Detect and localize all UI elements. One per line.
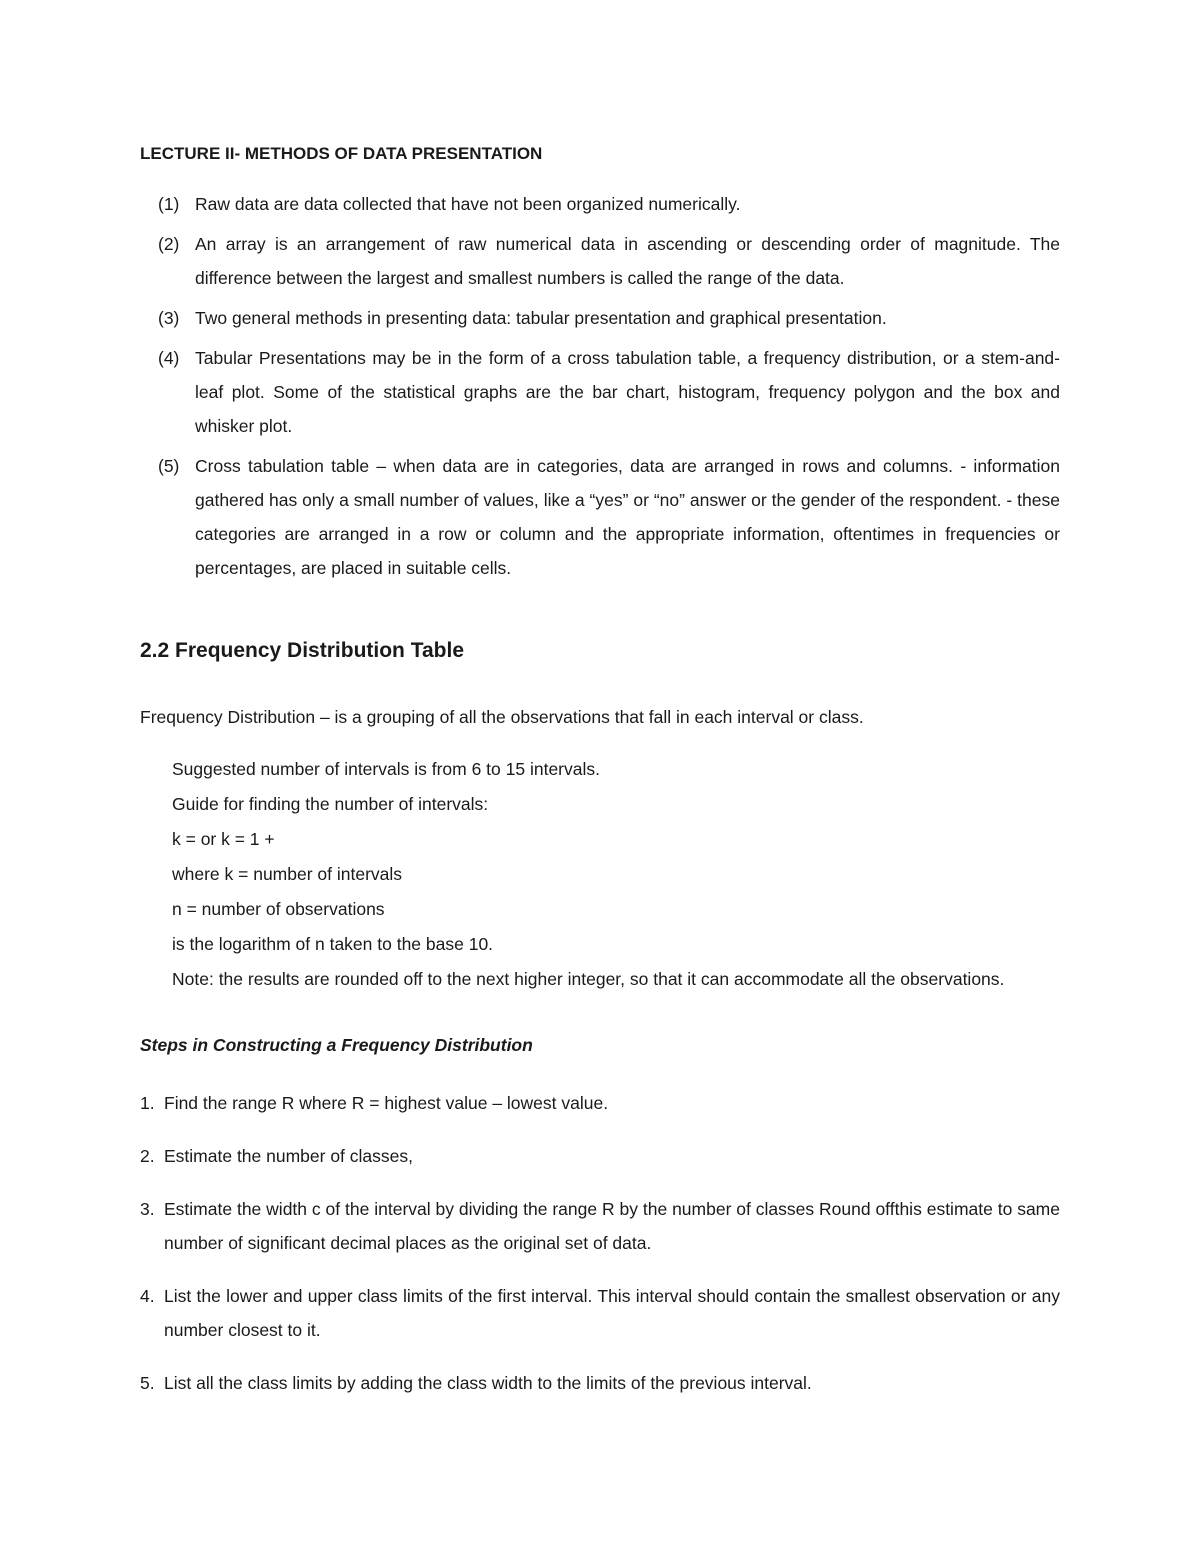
step-item [140,1192,1060,1260]
item-number: (5) [158,456,180,476]
step-number: 3. [140,1199,155,1219]
section-title: 2.2 Frequency Distribution Table [140,639,465,662]
item-number: (2) [158,234,180,254]
step-text: Estimate the width c of the interval by dividing the range R by the number of classes Round offthis estimate to same number of significant decimal places as the original set of data. [164,1199,1060,1253]
item-text: An array is an arrangement of raw numerical data in ascending or descending order of magnitude. The difference between the largest and smallest numbers is called the range of the data. [195,234,1060,288]
step-number: 2. [140,1146,155,1166]
list-item [140,301,1060,335]
step-text: List the lower and upper class limits of the first interval. This interval should contain the smallest observation or any number closest to it. [164,1286,1060,1340]
guide-note: Note: the results are rounded off to the next higher integer, so that it can accommodate all the observations. [172,969,1005,989]
step-item [140,1139,1060,1173]
item-text: Tabular Presentations may be in the form of a cross tabulation table, a frequency distribution, or a stem-and-leaf plot. Some of the statistical graphs are the bar chart, histogram, frequency polygon and the box and whisker plot. [195,348,1060,436]
step-number: 4. [140,1286,155,1306]
step-item [140,1086,1060,1120]
list-item [140,227,1060,295]
interval-guide [172,752,1052,993]
step-text: List all the class limits by adding the class width to the limits of the previous interval. [164,1373,812,1393]
steps-list [140,1086,1060,1419]
step-item [140,1279,1060,1347]
guide-line: is the logarithm of n taken to the base 10. [172,934,494,954]
item-text: Raw data are data collected that have not been organized numerically. [195,194,741,214]
step-number: 1. [140,1093,155,1113]
step-item [140,1366,1060,1400]
guide-line: n = number of observations [172,899,385,919]
frequency-definition: Frequency Distribution – is a grouping of all the observations that fall in each interval or class. [140,707,864,727]
step-text: Estimate the number of classes, [164,1146,413,1166]
guide-line: Suggested number of intervals is from 6 to 15 intervals. [172,759,600,779]
lecture-heading: LECTURE II- METHODS OF DATA PRESENTATION [140,144,543,163]
item-number: (3) [158,308,180,328]
item-text: Cross tabulation table – when data are in categories, data are arranged in rows and columns. - information gathered has only a small number of values, like a “yes” or “no” answer or the gender of the respondent. - these categories are arranged in a row or column and the appropriate information, oftentimes in frequencies or percentages, are placed in suitable cells. [195,456,1060,578]
guide-line: Guide for finding the number of intervals: [172,794,489,814]
list-item [140,449,1060,585]
step-text: Find the range R where R = highest value – lowest value. [164,1093,609,1113]
item-number: (4) [158,348,180,368]
item-number: (1) [158,194,180,214]
steps-title: Steps in Constructing a Frequency Distribution [140,1035,533,1055]
numbered-list [140,187,1060,591]
list-item [140,341,1060,443]
guide-line: where k = number of intervals [172,864,403,884]
step-number: 5. [140,1373,155,1393]
item-text: Two general methods in presenting data: tabular presentation and graphical presentation. [195,308,887,328]
guide-line: k = or k = 1 + [172,829,275,849]
list-item [140,187,1060,221]
